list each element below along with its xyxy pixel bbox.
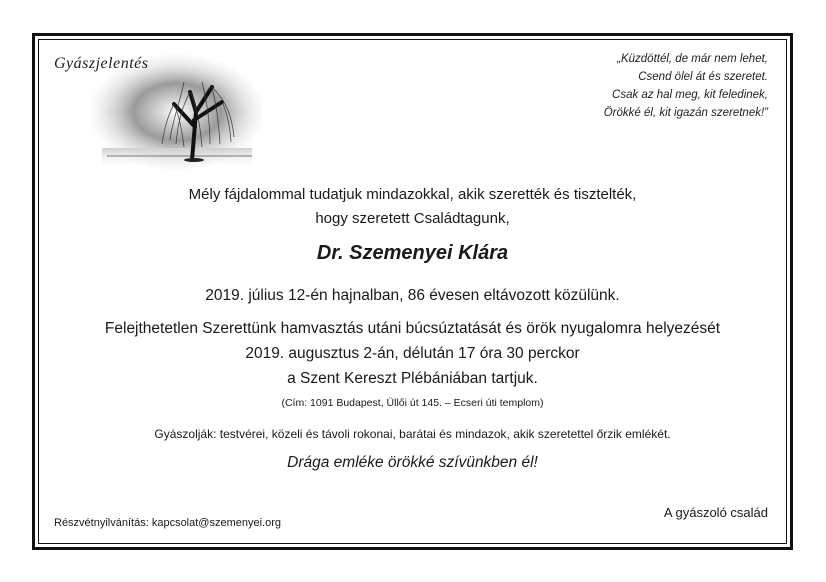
intro-text: hogy szeretett Családtagunk,: [315, 210, 510, 227]
contact-label: Részvétnyilvánítás:: [54, 517, 149, 529]
poem-line: Örökké él, kit igazán szeretnek!”: [603, 107, 768, 119]
funeral-datetime: 2019. augusztus 2-án, délután 17 óra 30 perckor: [245, 345, 580, 362]
contact-email: kapcsolat@szemenyei.org: [151, 517, 281, 529]
poem-line: „Küzdöttél, de már nem lehet,: [617, 53, 768, 65]
poem-line: Csend ölel át és szeretet.: [638, 71, 768, 83]
memorial-poem: [468, 50, 768, 122]
memory-text: Drága emléke örökké szívünkben él!: [287, 454, 538, 471]
poem-line: Csak az hal meg, kit feledinek,: [612, 89, 768, 101]
church-address: (Cím: 1091 Budapest, Üllői út 145. – Ecseri úti templom): [281, 397, 544, 409]
funeral-location: a Szent Kereszt Plébániában tartjuk.: [287, 370, 538, 387]
intro-text: Mély fájdalommal tudatjuk mindazokkal, akik szerették és tisztelték,: [188, 186, 637, 203]
family-signature: A gyászoló család: [663, 505, 768, 520]
notice-heading: Gyászjelentés: [54, 55, 149, 72]
deceased-name: Dr. Szemenyei Klára: [316, 242, 509, 264]
mourners-text: Gyászolják: testvérei, közeli és távoli rokonai, barátai és mindazok, akik szeretettel őrzik emlékét.: [154, 427, 671, 441]
death-date-text: 2019. július 12-én hajnalban, 86 évesen eltávozott közülünk.: [205, 287, 620, 304]
condolence-contact: [54, 517, 281, 529]
funeral-text: Felejthetetlen Szerettünk hamvasztás utáni búcsúztatását és örök nyugalomra helyezését: [104, 320, 721, 337]
